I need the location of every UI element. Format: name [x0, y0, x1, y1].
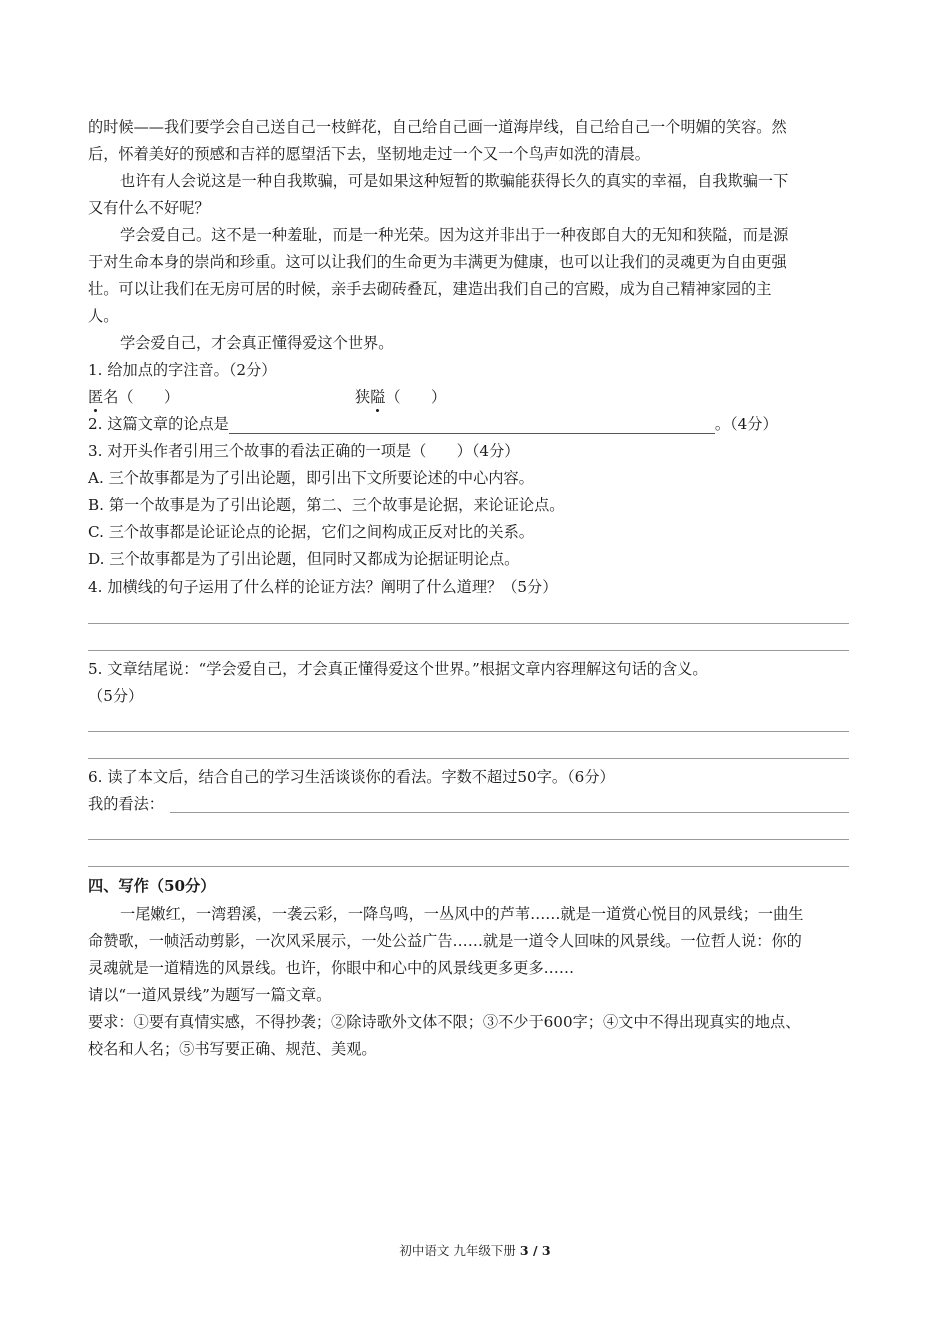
dotted-char: 隘 [370, 388, 386, 406]
writing-requirements: 校名和人名；⑤书写要正确、规范、美观。 [88, 1040, 377, 1058]
writing-prompt-line: 一尾嫩红，一湾碧溪，一袭云彩，一降鸟鸣，一丛风中的芦苇……就是一道赏心悦目的风景线；一曲生 [120, 905, 804, 923]
question-6-label: 我的看法： [88, 795, 164, 813]
option-c: C. 三个故事都是论证论点的论据，它们之间构成正反对比的关系。 [88, 523, 534, 541]
option-b: B. 第一个故事是为了引出论题，第二、三个故事是论据，来论证论点。 [88, 496, 565, 514]
passage-line: 也许有人会说这是一种自我欺骗，可是如果这种短暂的欺骗能获得长久的真实的幸福，自我欺骗一下 [120, 172, 789, 190]
answer-line[interactable] [88, 839, 849, 840]
dotted-char: 匿 [88, 388, 104, 406]
page-number: 3 / 3 [519, 1243, 551, 1258]
plain-char: 狭 [355, 388, 371, 406]
question-2 [88, 414, 778, 434]
passage-line: 又有什么不好呢？ [88, 199, 210, 217]
footer-label: 初中语文 九年级下册 [399, 1243, 516, 1258]
answer-paren[interactable]: 名（ ） [103, 388, 180, 406]
answer-line[interactable] [88, 731, 849, 732]
section-heading: 四、写作（50分） [88, 877, 216, 895]
answer-line[interactable] [170, 812, 849, 813]
question-5: 5. 文章结尾说：“学会爱自己，才会真正懂得爱这个世界。”根据文章内容理解这句话的含义。 [88, 660, 708, 678]
answer-line[interactable] [88, 623, 849, 624]
option-a: A. 三个故事都是为了引出论题，即引出下文所要论述的中心内容。 [88, 469, 534, 487]
answer-line[interactable] [88, 866, 849, 867]
question-2-text: 2. 这篇文章的论点是 [88, 415, 229, 433]
question-3: 3. 对开头作者引用三个故事的看法正确的一项是（ ）（4分） [88, 442, 520, 460]
passage-line: 后，怀着美好的预感和吉祥的愿望活下去，坚韧地走过一个又一个鸟声如洗的清晨。 [88, 145, 650, 163]
passage-line: 壮。可以让我们在无房可居的时候，亲手去砌砖叠瓦，建造出我们自己的宫殿，成为自己精神家园的主 [88, 280, 772, 298]
question-6: 6. 读了本文后，结合自己的学习生活谈谈你的看法。字数不超过50字。（6分） [88, 768, 615, 786]
passage-line: 学会爱自己，才会真正懂得爱这个世界。 [120, 334, 394, 352]
question-5-score: （5分） [88, 687, 144, 705]
question-1-word-1 [88, 387, 179, 407]
question-4: 4. 加横线的句子运用了什么样的论证方法？阐明了什么道理？（5分） [88, 578, 558, 596]
passage-line: 的时候——我们要学会自己送自己一枝鲜花，自己给自己画一道海岸线，自己给自己一个明媚的笑容。然 [88, 118, 787, 136]
passage-line: 于对生命本身的崇尚和珍重。这可以让我们的生命更为丰满更为健康，也可以让我们的灵魂更为自由更强 [88, 253, 787, 271]
question-1: 1. 给加点的字注音。（2分） [88, 361, 277, 379]
page-footer [0, 1243, 950, 1259]
question-2-score: 。（4分） [714, 415, 778, 433]
answer-blank[interactable] [229, 417, 715, 434]
writing-requirements: 要求：①要有真情实感，不得抄袭；②除诗歌外文体不限；③不少于600字；④文中不得出现真实的地点、 [88, 1013, 801, 1031]
option-d: D. 三个故事都是为了引出论题，但同时又都成为论据证明论点。 [88, 550, 520, 568]
writing-title-instruction: 请以“一道风景线”为题写一篇文章。 [88, 986, 332, 1004]
question-1-word-2 [355, 387, 446, 407]
answer-paren[interactable]: （ ） [385, 388, 447, 406]
answer-line[interactable] [88, 758, 849, 759]
answer-line[interactable] [88, 650, 849, 651]
passage-line: 学会爱自己。这不是一种羞耻，而是一种光荣。因为这并非出于一种夜郎自大的无知和狭隘，而是源 [120, 226, 789, 244]
writing-prompt-line: 命赞歌，一帧活动剪影，一次风采展示，一处公益广告……就是一道令人回味的风景线。一位哲人说：你的 [88, 932, 802, 950]
passage-line: 人。 [88, 307, 119, 325]
writing-prompt-line: 灵魂就是一道精选的风景线。也许，你眼中和心中的风景线更多更多…… [88, 959, 574, 977]
